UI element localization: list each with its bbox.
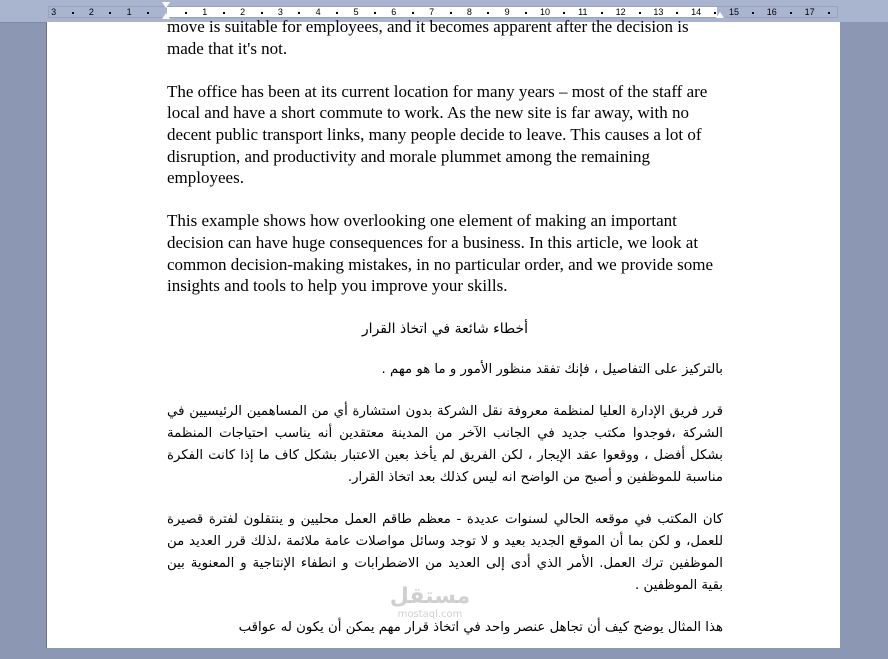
- ruler-tick-label-left-0: 3: [51, 7, 57, 17]
- ruler-tick-label-left-2: 1: [126, 7, 132, 17]
- arabic-paragraph-3: كان المكتب في موقعه الحالي لسنوات عديدة - معظم طاقم العمل محليين و ينتقلون لفترة قصيرة للعمل، و لكن بما أن الموقع الجديد بعيد و لا توجد وسائل مواصلات عامة ملائمة ،لذلك قرر العديد من الموظفين ترك العمل. الأمر الذي أدى إلى العديد من الاضطرابات و انطفاء الإنتاجية و المعنوية بين بقية الموظفين .: [167, 512, 723, 594]
- document-body[interactable]: [167, 16, 723, 659]
- paragraph-office-location: The office has been at its current location for many years – most of the staff are local and have a short commute to work. As the new site is far away, with no decent public transport links, many people decide to leave. This causes a lot of disruption, and productivity and morale plummet among the remaining employees.: [167, 81, 708, 188]
- ruler-tick-mark-18: [752, 12, 754, 14]
- watermark-text: مستقل: [389, 584, 471, 609]
- ruler-tick-mark-14: [601, 12, 603, 14]
- ruler-tick-mark-15: [639, 12, 641, 14]
- ruler-tick-mark-8: [374, 12, 376, 14]
- ruler-tick-mark-20: [828, 12, 830, 14]
- ruler-tick-label-right-11: 12: [615, 7, 626, 17]
- ruler-tick-mark-4: [223, 12, 225, 14]
- ruler-tick-label-left-1: 2: [88, 7, 94, 17]
- ruler-tick-mark-7: [336, 12, 338, 14]
- watermark-url: mostaql.com: [397, 609, 463, 620]
- ruler-tick-mark-19: [790, 12, 792, 14]
- ruler-tick-mark-10: [450, 12, 452, 14]
- arabic-paragraph-2: قرر فريق الإدارة العليا لمنظمة معروفة نقل الشركة بدون استشارة أي من المساهمين الرئيسيين في الشركة ،فوجدوا مكتب جديد في الجانب الآخر من المدينة معتقدين أنه يناسب احتياجات المنظمة بشكل أفضل ، ووقعوا عقد الإيجار ، لكن الفريق لم يأخذ بعين الاعتبار بشكل كاف ما إذا كانت الفكرة مناسبة للموظفين و أصبح من الواضح انه ليس كذلك بعد اتخاذ القرار.: [167, 404, 723, 486]
- ruler-tick-mark-16: [676, 12, 678, 14]
- workspace-background: [840, 22, 888, 648]
- ruler-tick-label-right-8: 9: [504, 7, 510, 17]
- ruler-tick-label-right-15: 16: [766, 7, 777, 17]
- ruler-tick-mark-2: [147, 12, 149, 14]
- first-line-indent-marker[interactable]: [162, 2, 170, 8]
- ruler-tick-label-right-13: 14: [691, 7, 702, 17]
- ruler-tick-label-right-9: 10: [539, 7, 551, 17]
- ruler-tick-mark-5: [261, 12, 263, 14]
- ruler-left-margin: [49, 7, 167, 17]
- ruler-tick-mark-11: [487, 12, 489, 14]
- arabic-paragraph-4: هذا المثال يوضح كيف أن تجاهل عنصر واحد في اتخاذ قرار مهم يمكن أن يكون له عواقب: [238, 620, 723, 636]
- arabic-paragraph-1: بالتركيز على التفاصيل ، فإنك تفقد منظور الأمور و ما هو مهم .: [381, 362, 723, 378]
- ruler-tick-label-right-4: 5: [353, 7, 359, 17]
- ruler-tick-label-right-2: 3: [277, 7, 283, 17]
- document-page[interactable]: [46, 17, 842, 648]
- ruler-tick-label-right-0: 1: [202, 7, 208, 17]
- ruler-tick-mark-12: [525, 12, 527, 14]
- ruler-tick-label-right-12: 13: [653, 7, 664, 17]
- ruler-tick-label-right-3: 4: [315, 7, 321, 17]
- ruler-tick-label-right-1: 2: [240, 7, 246, 17]
- ruler-tick-mark-0: [72, 12, 74, 14]
- ruler-tick-label-right-5: 6: [391, 7, 397, 17]
- ruler-tick-mark-6: [298, 12, 300, 14]
- arabic-heading: أخطاء شائعة في اتخاذ القرار: [361, 321, 529, 338]
- ruler-tick-mark-9: [412, 12, 414, 14]
- ruler-tick-label-right-7: 8: [466, 7, 472, 17]
- watermark-logo: [380, 585, 480, 621]
- ruler-tick-label-right-14: 15: [728, 7, 740, 17]
- paragraph-example: This example shows how overlooking one element of making an important decision can have huge consequences for a business. In this article, we look at common decision-making mistakes, in no particular order, and we provide some insights and tools to help you improve your skills.: [167, 211, 714, 296]
- ruler-tick-mark-13: [563, 12, 565, 14]
- ruler-tick-label-right-16: 17: [804, 7, 815, 17]
- ruler-tick-mark-3: [185, 12, 187, 14]
- ruler-tick-mark-1: [109, 12, 111, 14]
- paragraph-intro-tail: move is suitable for employees, and it becomes apparent after the decision is made that it's not.: [167, 17, 689, 58]
- ruler-tick-label-right-10: 11: [578, 7, 588, 17]
- ruler-tick-label-right-6: 7: [429, 7, 435, 17]
